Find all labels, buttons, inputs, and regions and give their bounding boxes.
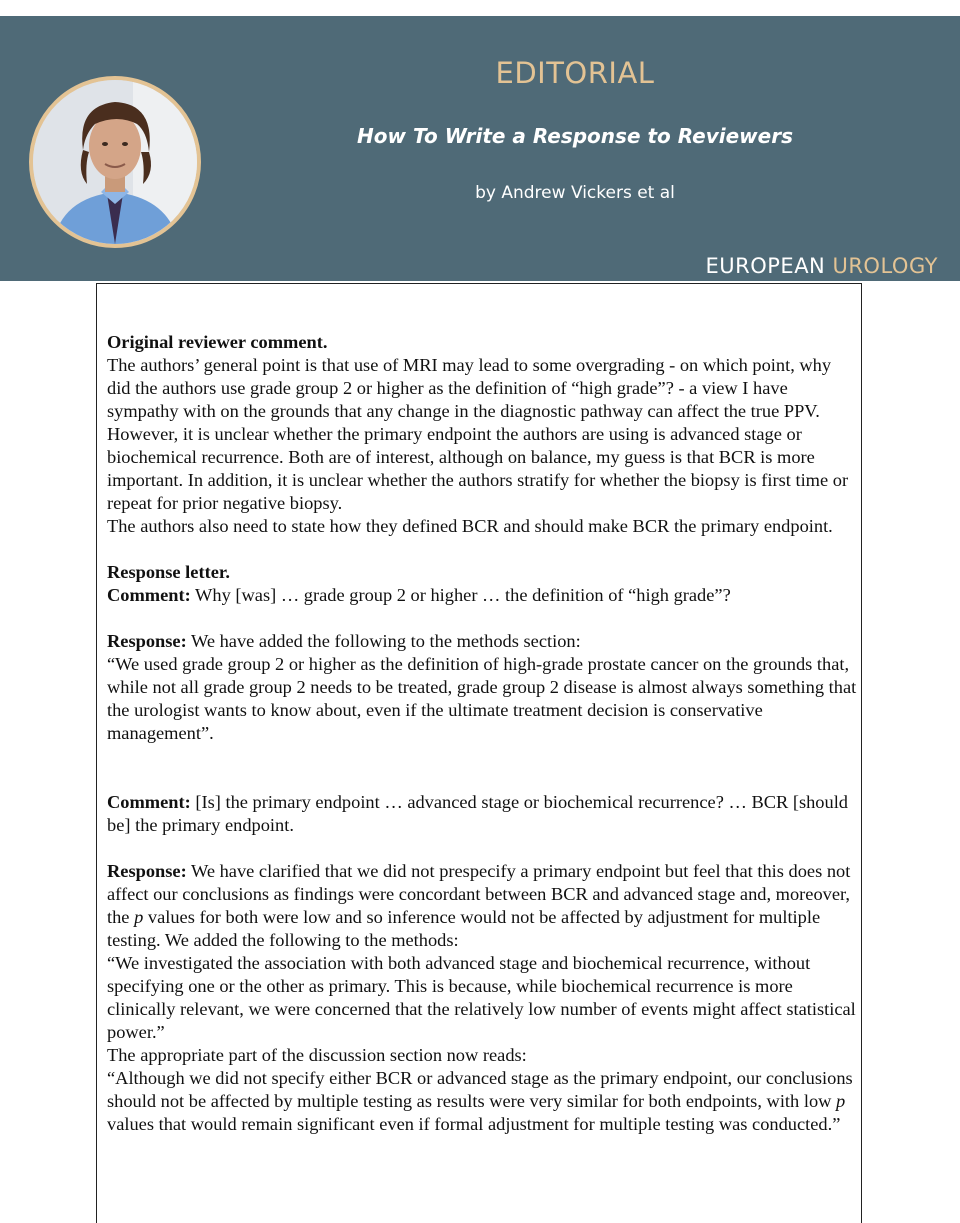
author-portrait-icon: [33, 80, 197, 244]
journal-brand: [706, 254, 939, 278]
comment-1: [107, 584, 857, 607]
reviewer-paragraph-1: The authors’ general point is that use of MRI may lead to some overgrading - on which point, why did the authors use grade group 2 or higher as the definition of “high grade”? - a view I have sympathy with on the grounds that any change in the diagnostic pathway can affect the true PPV. However, it is unclear whether the primary endpoint the authors are using is advanced stage or biochemical recurrence. Both are of interest, although on balance, my guess is that BCR is more important. In addition, it is unclear whether the authors stratify for whether the biopsy is first time or repeat for prior negative biopsy.: [107, 355, 849, 513]
comment-1-text: Why [was] … grade group 2 or higher … the definition of “high grade”?: [190, 585, 731, 605]
section-title: EDITORIAL: [495, 56, 655, 90]
response-label: Response:: [107, 861, 187, 881]
discussion-quote: [107, 1067, 857, 1136]
editorial-banner: [0, 16, 960, 281]
reviewer-heading: Original reviewer comment.: [107, 332, 328, 352]
document-body: [107, 331, 857, 1136]
response-2: [107, 860, 857, 952]
comment-label: Comment:: [107, 585, 191, 605]
response-1-quote: “We used grade group 2 or higher as the definition of high-grade prostate cancer on the grounds that, while not all grade group 2 needs to be treated, grade group 2 disease is almost always something that the urologist wants to know about, even if the ultimate treatment decision is conservative management”.: [107, 654, 857, 743]
comment-label: Comment:: [107, 792, 191, 812]
author-avatar: [29, 76, 201, 248]
document-frame: [96, 283, 862, 1223]
response-heading: Response letter.: [107, 562, 230, 582]
response-2-part-b: values for both were low and so inference would not be affected by adjustment for multiple testing. We added the following to the methods:: [107, 907, 821, 950]
p-value-symbol: p: [134, 907, 144, 927]
discussion-quote-a: “Although we did not specify either BCR or advanced stage as the primary endpoint, our conclusions should not be affected by multiple testing as results were very similar for both endpoints, with low: [107, 1068, 853, 1111]
brand-european: EUROPEAN: [705, 254, 826, 278]
response-1: [107, 630, 857, 653]
response-2-part-a: We have clarified that we did not prespecify a primary endpoint but feel that this does not affect our conclusions as findings were concordant between BCR and advanced stage and, moreover, the: [107, 861, 851, 927]
comment-2: [107, 791, 857, 837]
comment-2-text: [Is] the primary endpoint … advanced stage or biochemical recurrence? … BCR [should be] the primary endpoint.: [107, 792, 849, 835]
byline: by Andrew Vickers et al: [475, 183, 675, 203]
reviewer-paragraph-2: The authors also need to state how they defined BCR and should make BCR the primary endpoint.: [107, 516, 833, 536]
discussion-intro: The appropriate part of the discussion section now reads:: [107, 1045, 527, 1065]
discussion-quote-b: values that would remain significant even if formal adjustment for multiple testing was conducted.”: [107, 1114, 841, 1134]
brand-urology: UROLOGY: [832, 254, 938, 278]
p-value-symbol: p: [836, 1091, 846, 1111]
article-title: How To Write a Response to Reviewers: [357, 124, 793, 148]
response-2-quote: “We investigated the association with both advanced stage and biochemical recurrence, without specifying one or the other as primary. This is because, while biochemical recurrence is more clinically relevant, we were concerned that the relatively low number of events might affect statistical power.”: [107, 953, 856, 1042]
response-1-intro: We have added the following to the methods section:: [186, 631, 581, 651]
response-label: Response:: [107, 631, 187, 651]
